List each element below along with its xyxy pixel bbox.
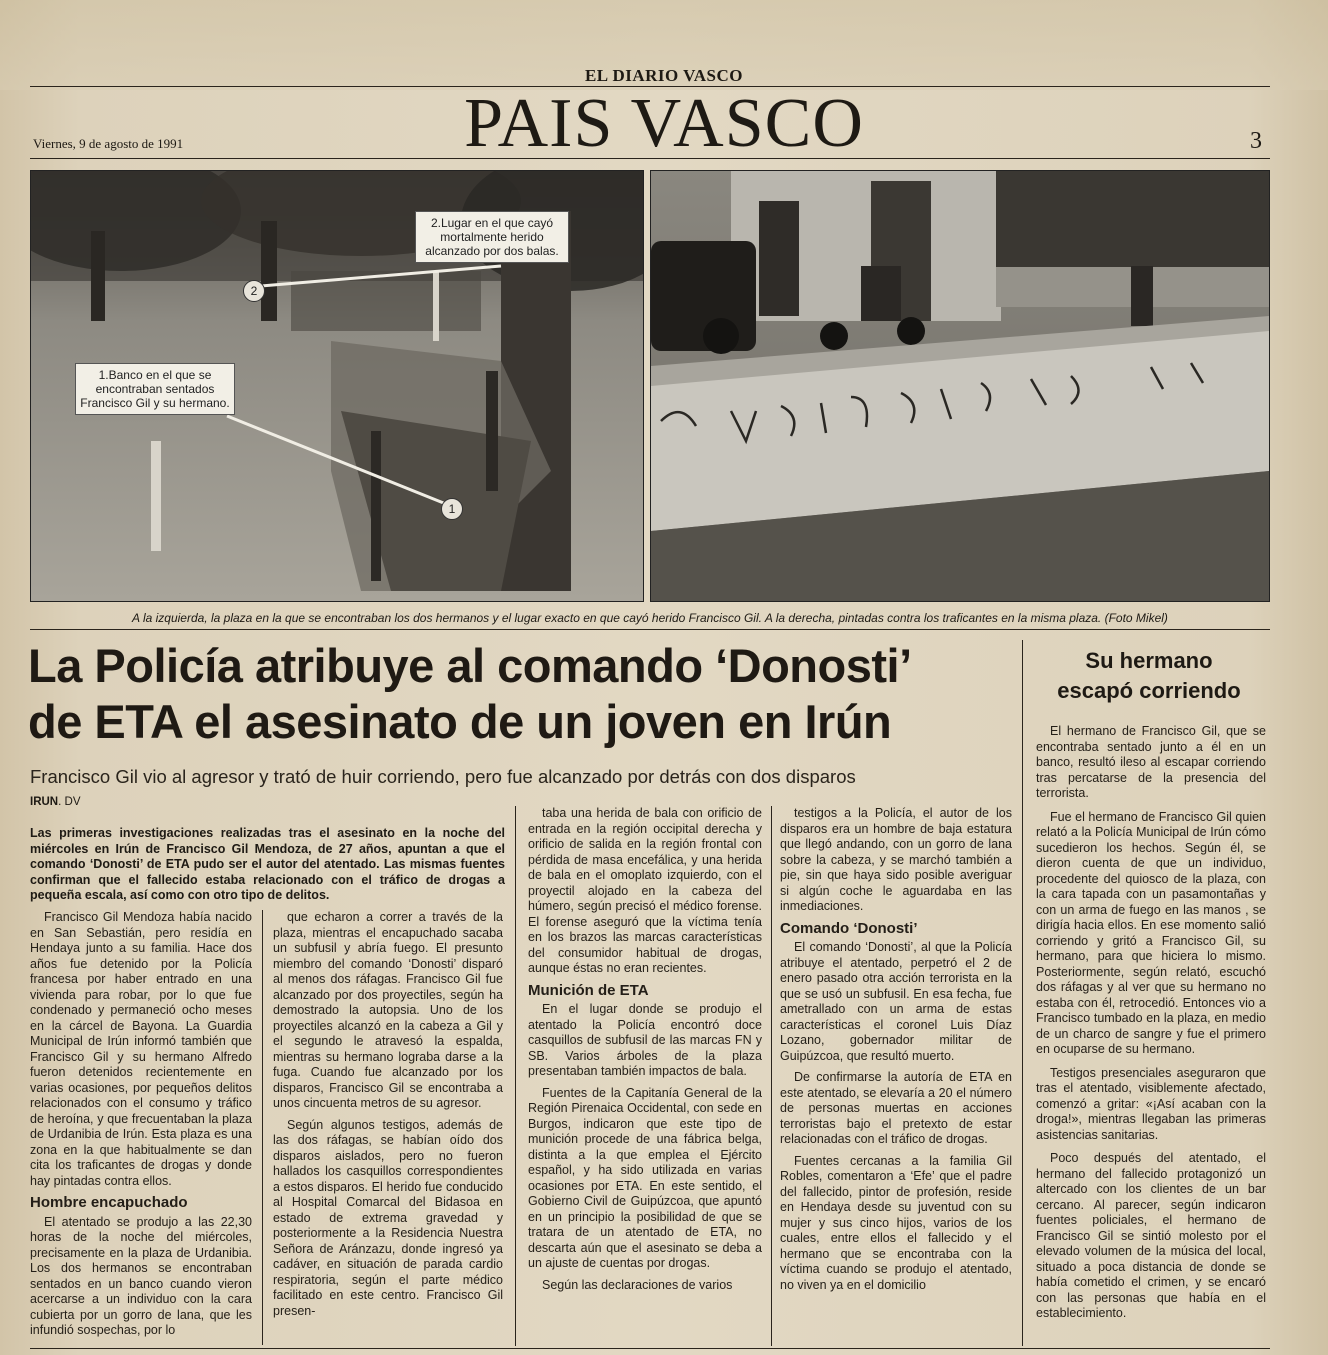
- page-number: 3: [1250, 128, 1262, 154]
- article-column-3: [528, 806, 762, 1293]
- sidebar-title: [1030, 646, 1268, 706]
- photo-caption: A la izquierda, la plaza en la que se encontraban los dos hermanos y el lugar exacto en que cayó herido Francisco Gil. A la derecha, pintadas contra los traficantes en la misma plaza. (Foto Mikel): [30, 611, 1270, 630]
- subheadline: Francisco Gil vio al agresor y trató de huir corriendo, pero fue alcanzado por detrás con dos disparos: [30, 766, 856, 787]
- sidebar-paragraph-2: Fue el hermano de Francisco Gil quien relató a la Policía Municipal de Irún cómo sucedieron los hechos. Según él, se dieron cuenta de que un individuo, procedente del quiosco de la plaza, con la cara tapada con un pasamontañas y con un arma de fuego en las manos , se dirigía hacia ellos. En ese momento salió corriendo y gritó a Francisco Gil, su hermano, para que hiciera lo mismo. Posteriormente, según relató, escuchó dos ráfagas y al ver que su hermano no estaba con él, retrocedió. Entonces vio a Francisco tumbado en la plaza, en medio de un charco de sangre y fue el primero en ocuparse de su hermano.: [1036, 809, 1266, 1056]
- col3-paragraph-2: En el lugar donde se produjo el atentado la Policía encontró doce casquillos de subfusil de las marcas FN y SB. Varios árboles de la plaza presentaban también impactos de bala.: [528, 1002, 762, 1078]
- col3-subheading: Munición de ETA: [528, 981, 649, 999]
- masthead-rule-bottom: [30, 158, 1270, 159]
- col4-paragraph-4: Fuentes cercanas a la familia Gil Robles, comentaron a ‘Efe’ que el padre del fallecido, pintor de profesión, reside en Hendaya desde su juventud con su mujer y sus cinco hijos, varios de los cuales, entre ellos el fallecido y el hermano que se encontraba con la víctima cuando se produjo el atentado, no viven ya en el domicilio: [780, 1153, 1012, 1292]
- marker-one: 1: [441, 498, 463, 520]
- lead-paragraph: Las primeras investigaciones realizadas tras el asesinato en la noche del miércoles en Irún de Francisco Gil Mendoza, de 27 años, apuntan a que el comando ‘Donosti’ de ETA pudo ser el autor del atentado. Las mismas fuentes confirman que el fallecido estaba relacionado con el tráfico de drogas a pequeña escala, así como con otro tipo de delitos.: [30, 826, 505, 902]
- col2-paragraph-1: que echaron a correr a través de la plaza, mientras el encapuchado sacaba un subfusil y abría fuego. El presunto miembro del comando ‘Donosti’ disparó al menos dos ráfagas. Francisco Gil fue alcanzado por dos proyectiles, según ha demostrado la autopsia. Uno de los proyectiles alcanzó en la cabeza a Gil y el segundo le atravesó la espalda, mientras su hermano lograba darse a la fuga. Cuando fue alcanzado por los disparos, Francisco Gil se encontraba a unos cincuenta metros de su agresor.: [273, 910, 503, 1110]
- sidebar-paragraph-1: El hermano de Francisco Gil, que se encontraba sentado junto a él en un banco, resultó ileso al escapar corriendo tras percatarse de la presencia del terrorista.: [1036, 724, 1266, 800]
- column-rule-1: [262, 910, 263, 1345]
- col4-paragraph-3: De confirmarse la autoría de ETA en este atentado, se elevaría a 20 el número de personas muertas en acciones terroristas bajo el pretexto de estar relacionadas con el tráfico de drogas.: [780, 1070, 1012, 1146]
- article-column-4: [780, 806, 1012, 1293]
- col1-paragraph-2: El atentado se produjo a las 22,30 horas de la noche del miércoles, precisamente en la plaza de Urdanibia. Los dos hermanos se encontraban sentados en un banco cuando vieron acercarse a un individuo con la cara cubierta por un gorro de lana, que les infundió sospechas, por lo: [30, 1214, 252, 1337]
- sidebar-title-line-2: escapó corriendo: [1057, 678, 1241, 703]
- article-column-1: [30, 910, 252, 1339]
- article-column-2: [273, 910, 503, 1319]
- col4-subheading: Comando ‘Donosti’: [780, 919, 918, 937]
- sidebar-paragraph-4: Poco después del atentado, el hermano del fallecido protagonizó un altercado con los clientes de un bar cercano. Al parecer, según indicaron fuentes policiales, el hermano de Francisco Gil se sintió molesto por el elevado volumen de la música del local, situado a poca distancia de donde se había cometido el crimen, y se encaró con las personas que había en el establecimiento.: [1036, 1151, 1266, 1320]
- sidebar-paragraph-3: Testigos presenciales aseguraron que tras el atentado, visiblemente afectado, comenzó a gritar: «¡Así acaban con la droga!», mientras llegaban las primeras asistencias sanitarias.: [1036, 1065, 1266, 1142]
- marker-two: 2: [243, 280, 265, 302]
- section-title: PAIS VASCO: [464, 85, 864, 162]
- column-rule-3: [771, 806, 772, 1346]
- col1-subheading: Hombre encapuchado: [30, 1194, 188, 1211]
- column-rule-2: [515, 806, 516, 1346]
- headline: [28, 638, 1008, 750]
- callout-place-fallen: 2.Lugar en el que cayó mortalmente herido alcanzado por dos balas.: [415, 211, 569, 263]
- headline-line-1: La Policía atribuye al comando ‘Donosti’: [28, 639, 912, 692]
- sidebar-title-line-1: Su hermano: [1085, 648, 1213, 673]
- col3-paragraph-4: Según las declaraciones de varios: [542, 1277, 733, 1292]
- callout-bench: 1.Banco en el que se encontraban sentados Francisco Gil y su hermano.: [75, 363, 235, 415]
- col4-paragraph-1: testigos a la Policía, el autor de los disparos era un hombre de baja estatura que llegó andando, con un gorro de lana sobre la cabeza, y se marchó también a pie, sin que haya sido posible averiguar si algún coche le aguardaba en las inmediaciones.: [780, 806, 1012, 913]
- col4-paragraph-2: El comando ‘Donosti’, al que la Policía atribuye el atentado, perpetró el 2 de enero pasado otra acción terrorista en la que se usó un subfusil. En esa fecha, fue ametrallado con un arma de estas características el coronel Luis Díaz Lozano, gobernador militar de Guipúzcoa, que resultó muerto.: [780, 940, 1012, 1063]
- sidebar-column: [1036, 724, 1266, 1330]
- issue-date: Viernes, 9 de agosto de 1991: [33, 136, 184, 151]
- col1-paragraph-1: Francisco Gil Mendoza había nacido en San Sebastián, pero residía en Hendaya junto a su familia. Hace dos años fue detenido por la Policía francesa por haber entrado en una vivienda para robar, por lo que fue condenado y permaneció ocho meses en la cárcel de Bayona. La Guardia Municipal de Irún informó también que Francisco Gil y su hermano Alfredo fueron detenidos recientemente en varias ocasiones, por pequeños delitos relacionados con el consumo y tráfico de heroína, y que frecuentaban la plaza de Urdanibia de Irún. Esta plaza es una zona en la que habitualmente se dan cita los traficantes de drogas y donde hay pintadas contra ellos.: [30, 910, 252, 1188]
- col2-paragraph-2: Según algunos testigos, además de las dos ráfagas, se habían oído dos disparos aislados, pero no fueron hallados los casquillos correspondientes a estos disparos. El herido fue conducido al Hospital Comarcal del Bidasoa en estado de extrema gravedad y posteriormente a la Residencia Nuestra Señora de Aránzazu, donde ingresó ya cadáver, en situación de parada cardio respiratoria, según el parte médico facilitado en este centro. Francisco Gil presen-: [273, 1117, 503, 1318]
- sidebar-rule: [1022, 640, 1023, 1346]
- col3-paragraph-1: taba una herida de bala con orificio de entrada en la región occipital derecha y orificio de salida en la región frontal con pérdida de masa encefálica, y una herida de bala en el omoplato izquierdo, con el proyectil alojado en la cabeza del húmero, según precisó el médico forense. El forense aseguró que la víctima tenía en los brazos las marcas características del consumidor habitual de drogas, aunque éstas no eran recientes.: [528, 806, 762, 975]
- dateline: IRUN. DV: [30, 796, 81, 808]
- photo-graffiti-wall: [650, 170, 1270, 602]
- page-bottom-rule: [30, 1348, 1270, 1349]
- photo-plaza-bench: [30, 170, 644, 602]
- dateline-agency: DV: [64, 796, 81, 808]
- col3-paragraph-3: Fuentes de la Capitanía General de la Región Pirenaica Occidental, con sede en Burgos, indicaron que este tipo de munición procede de una fábrica belga, distinta a la que emplea el Ejército español, y ha sido utilizada en varias ocasiones por ETA. En este sentido, el Gobierno Civil de Guipúzcoa, que apuntó en un principio la posibilidad de que se tratara de un atentado de ETA, no descarta aún que el asesinato se deba a un ajuste de cuentas por drogas.: [528, 1085, 762, 1270]
- photo-graffiti-wall-image: [651, 171, 1269, 601]
- dateline-place: IRUN: [30, 796, 59, 808]
- paper-name: EL DIARIO VASCO: [584, 66, 744, 85]
- headline-line-2: de ETA el asesinato de un joven en Irún: [28, 695, 892, 748]
